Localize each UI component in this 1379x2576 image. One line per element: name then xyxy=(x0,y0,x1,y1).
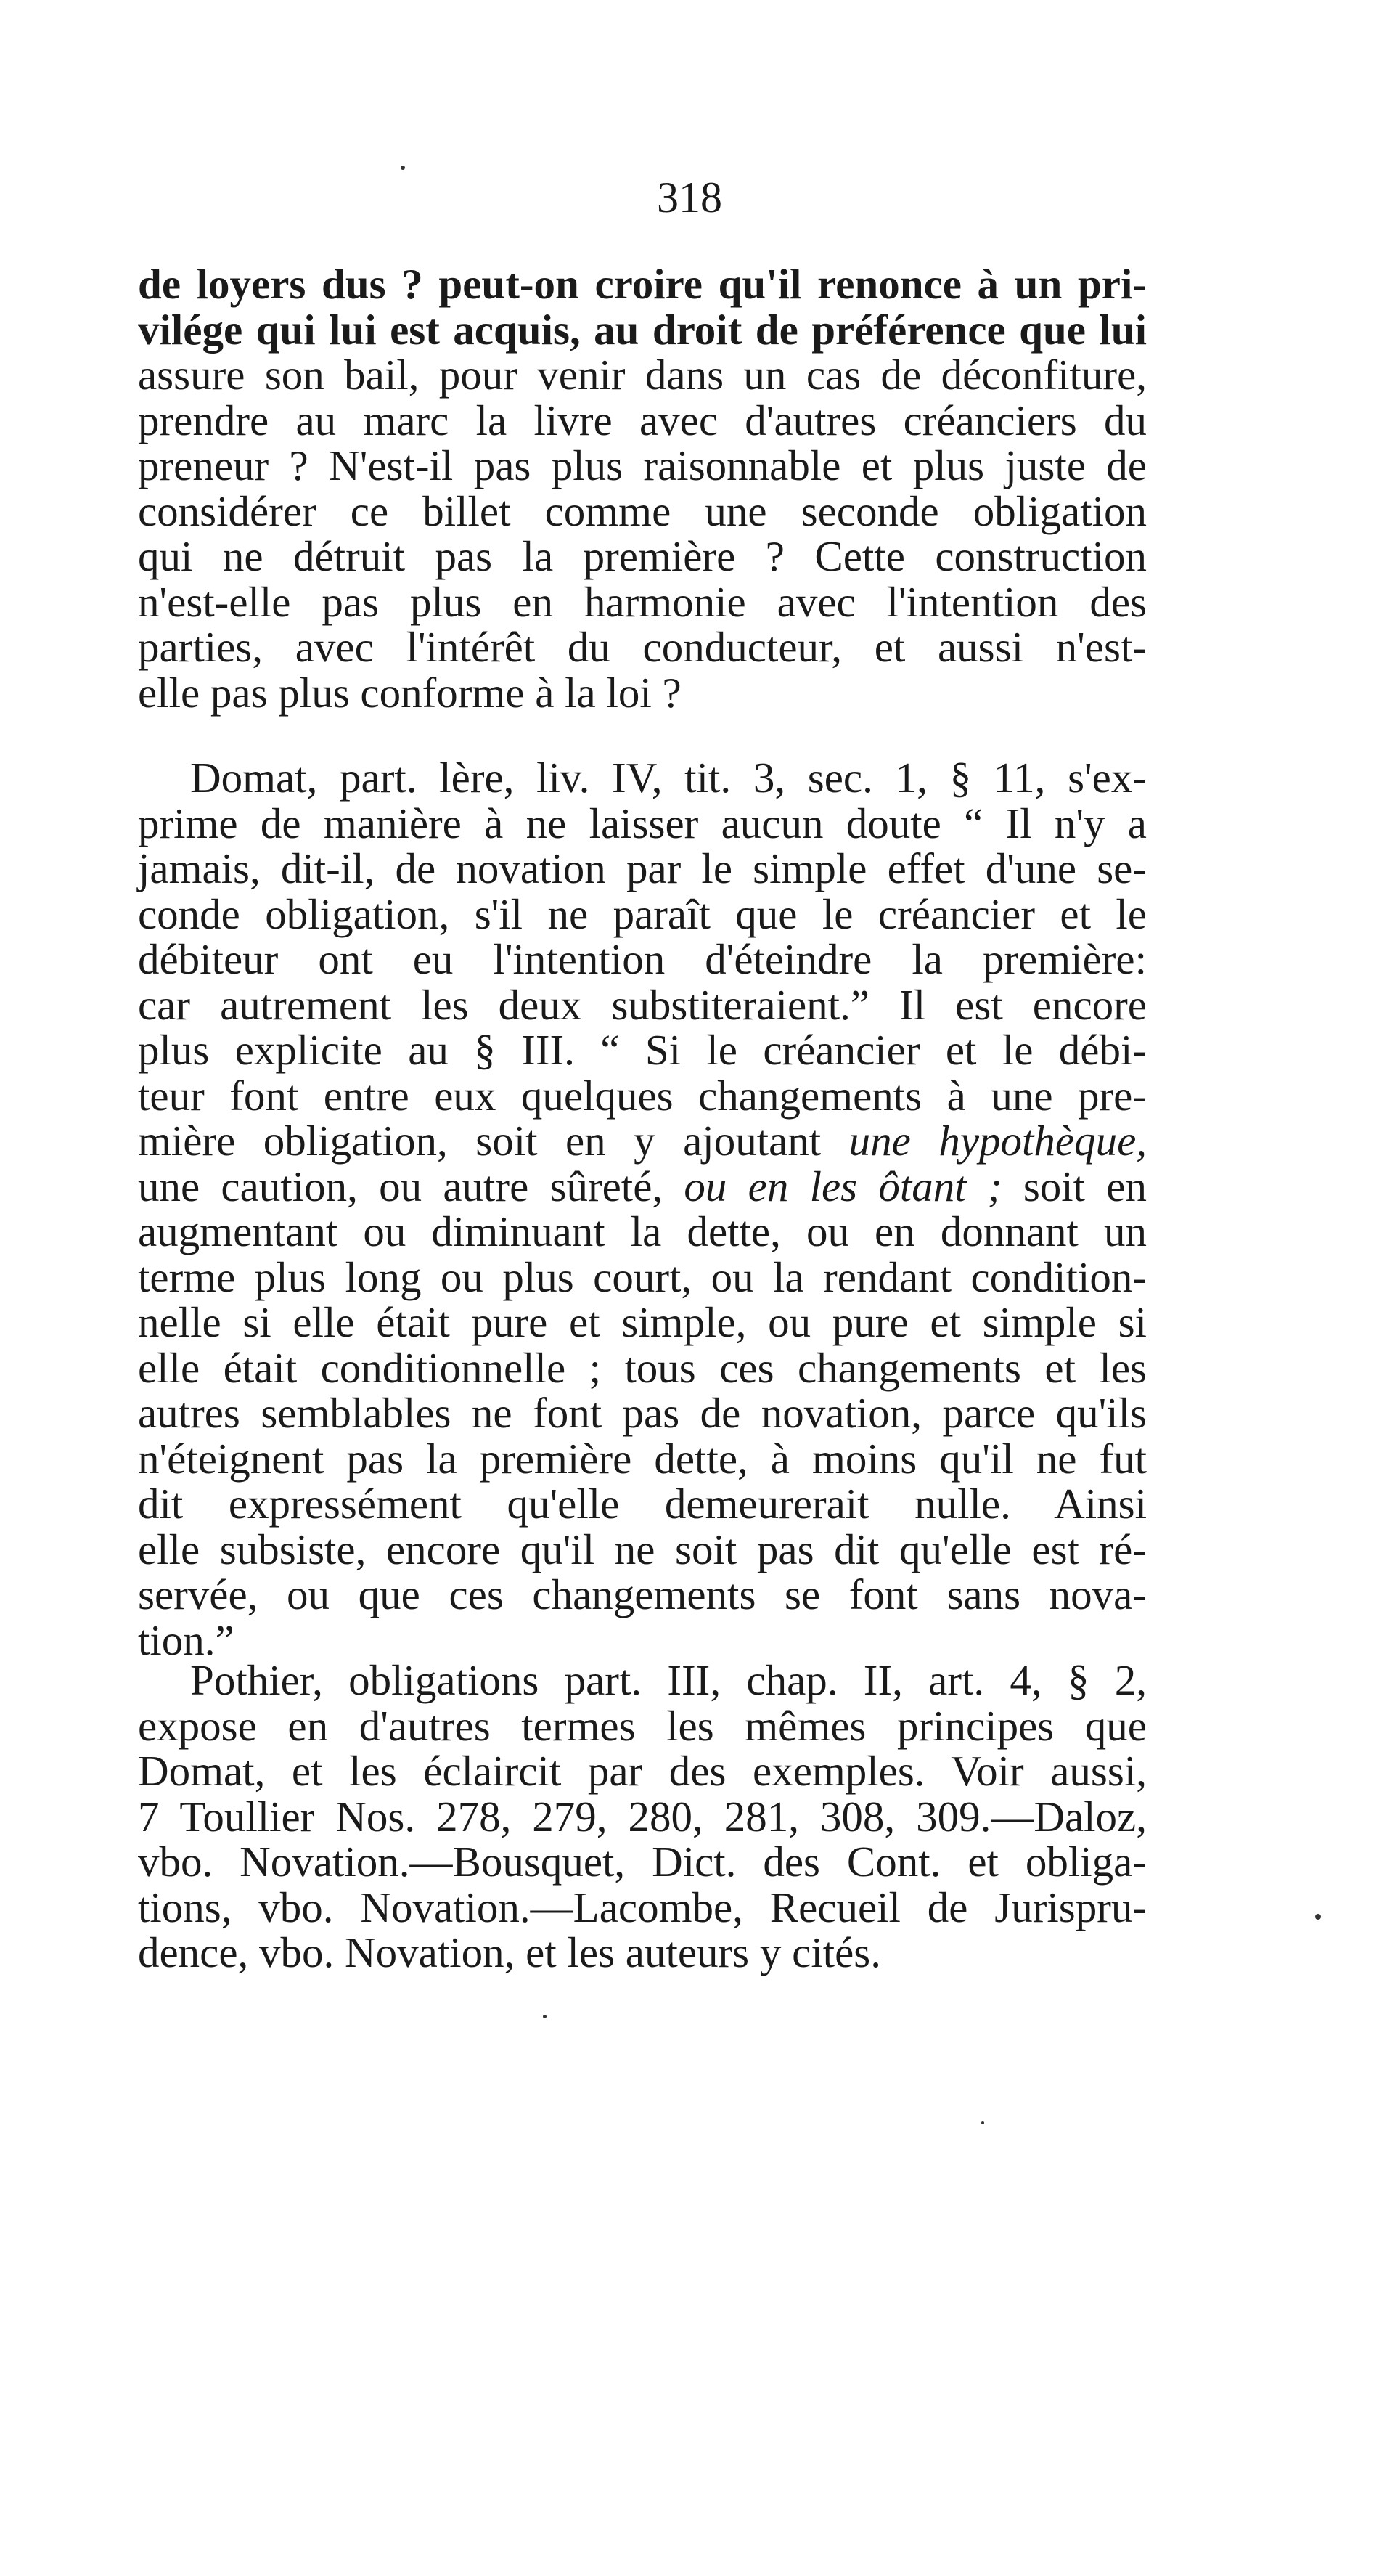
text-line: Pothier, obligations part. III, chap. II, art. 4, § 2, xyxy=(190,1656,1147,1704)
italic-phrase: une hypothèque, xyxy=(848,1117,1147,1165)
text-line: vbo. Novation.—Bousquet, Dict. des Cont. et obliga- xyxy=(138,1838,1147,1886)
text-line: tions, vbo. Novation.—Lacombe, Recueil de Jurispru- xyxy=(138,1883,1147,1931)
text-segment: une caution, ou autre sûreté, xyxy=(138,1162,663,1210)
text-line: assure son bail, pour venir dans un cas de déconfiture, xyxy=(138,351,1147,399)
paragraph-1 xyxy=(138,261,1147,715)
text-line: parties, avec l'intérêt du conducteur, et aussi n'est- xyxy=(138,623,1147,671)
paragraph-2 xyxy=(138,755,1147,1663)
text-line: elle subsiste, encore qu'il ne soit pas dit qu'elle est ré- xyxy=(138,1525,1147,1573)
text-segment: soit en xyxy=(1023,1162,1147,1210)
text-line: prime de manière à ne laisser aucun doute “ Il n'y a xyxy=(138,799,1147,847)
text-line: teur font entre eux quelques changements à une pre- xyxy=(138,1071,1147,1120)
italic-phrase: ou en les ôtant ; xyxy=(684,1162,1002,1210)
text-line: Domat, et les éclaircit par des exemples. Voir aussi, xyxy=(138,1747,1147,1795)
text-line: elle pas plus conforme à la loi ? xyxy=(138,668,682,717)
text-line: considérer ce billet comme une seconde obligation xyxy=(138,486,1147,535)
text-line: elle était conditionnelle ; tous ces changements et les xyxy=(138,1343,1147,1392)
text-line: n'est-elle pas plus en harmonie avec l'intention des xyxy=(138,577,1147,626)
text-line: tion.” xyxy=(138,1615,234,1664)
text-line: qui ne détruit pas la première ? Cette construction xyxy=(138,532,1147,580)
text-line: plus explicite au § III. “ Si le créancier et le débi- xyxy=(138,1026,1147,1074)
ink-speck xyxy=(401,166,405,170)
text-line: terme plus long ou plus court, ou la rendant condition- xyxy=(138,1252,1147,1301)
text-line: n'éteignent pas la première dette, à moins qu'il ne fut xyxy=(138,1434,1147,1483)
text-line: car autrement les deux substiteraient.” Il est encore xyxy=(138,980,1147,1029)
text-line: autres semblables ne font pas de novation, parce qu'ils xyxy=(138,1389,1147,1437)
ink-speck xyxy=(1315,1914,1321,1920)
text-line: de loyers dus ? peut-on croire qu'il renonce à un pri- xyxy=(138,260,1147,308)
ink-speck xyxy=(981,2121,984,2124)
text-line: servée, ou que ces changements se font sans nova- xyxy=(138,1570,1147,1618)
text-line: 7 Toullier Nos. 278, 279, 280, 281, 308, 309.—Daloz, xyxy=(138,1792,1147,1841)
text-line: dit expressément qu'elle demeurerait nulle. Ainsi xyxy=(138,1480,1147,1528)
text-line: débiteur ont eu l'intention d'éteindre la première: xyxy=(138,935,1147,983)
text-line: nelle si elle était pure et simple, ou pure et simple si xyxy=(138,1298,1147,1346)
paragraph-3 xyxy=(138,1658,1147,1976)
page-number: 318 xyxy=(657,174,722,221)
text-line: vilége qui lui est acquis, au droit de préférence que lui xyxy=(138,305,1147,354)
text-line-with-italic xyxy=(138,1118,1147,1164)
text-line: expose en d'autres termes les mêmes principes que xyxy=(138,1701,1147,1750)
ink-speck xyxy=(543,2015,547,2018)
text-line-with-italic xyxy=(138,1164,1147,1210)
text-line: conde obligation, s'il ne paraît que le créancier et le xyxy=(138,889,1147,938)
text-line: prendre au marc la livre avec d'autres créanciers du xyxy=(138,396,1147,444)
text-line: dence, vbo. Novation, et les auteurs y cités. xyxy=(138,1928,882,1976)
text-line: preneur ? N'est-il pas plus raisonnable et plus juste de xyxy=(138,441,1147,489)
text-line: augmentant ou diminuant la dette, ou en donnant un xyxy=(138,1207,1147,1255)
text-line: jamais, dit-il, de novation par le simple effet d'une se- xyxy=(138,844,1147,892)
text-segment: mière obligation, soit en y ajoutant xyxy=(138,1117,822,1165)
text-line: Domat, part. lère, liv. IV, tit. 3, sec. 1, § 11, s'ex- xyxy=(190,754,1147,802)
